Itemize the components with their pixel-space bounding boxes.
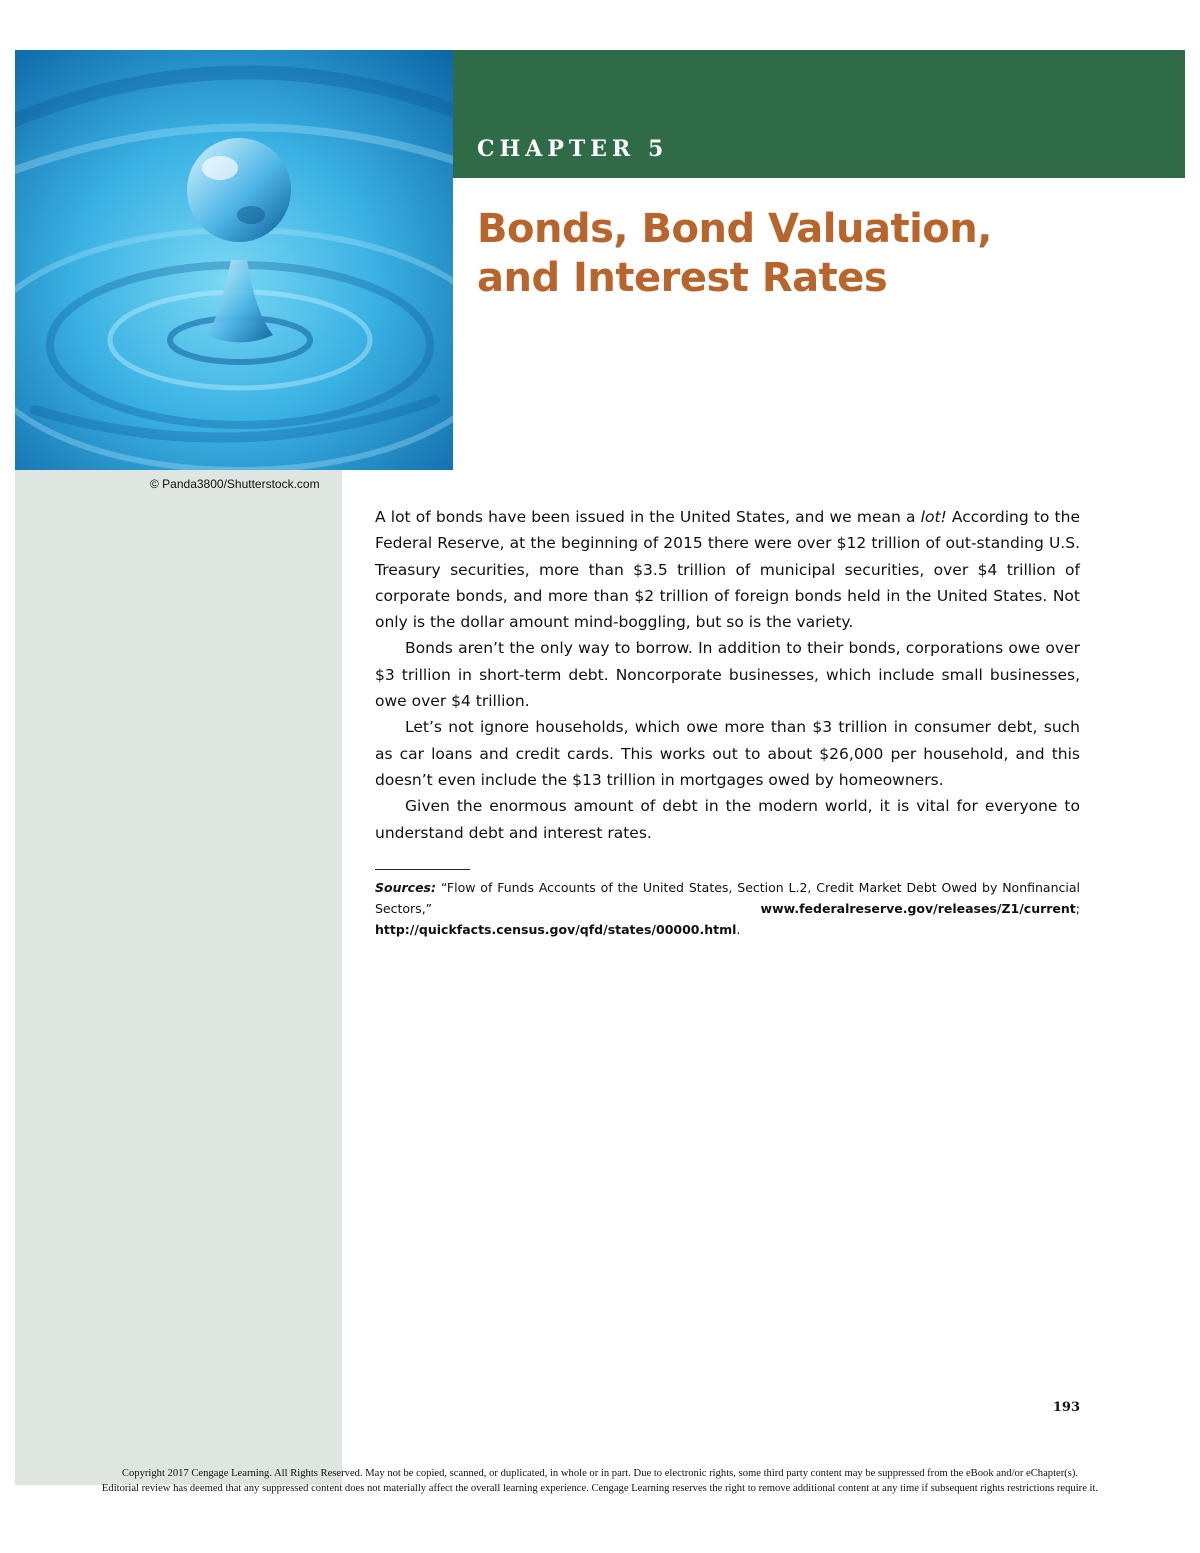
sources-end: . [736, 922, 741, 937]
census-quickfacts-link[interactable]: http://quickfacts.census.gov/qfd/states/00000.html [375, 922, 737, 937]
intro-paragraph-2: Bonds aren’t the only way to borrow. In addition to their bonds, corporations owe over $3 trillion in short-term debt. Noncorporate businesses, which include small businesses, owe over $4 trillion. [375, 639, 1080, 711]
chapter-intro-text [375, 504, 1080, 846]
chapter-number: CHAPTER 5 [477, 136, 669, 162]
water-drop-illustration [15, 50, 453, 470]
intro-paragraph-3: Let’s not ignore households, which owe more than $3 trillion in consumer debt, such as car loans and credit cards. This works out to about $26,000 per household, and this doesn’t even include the $13 trillion in mortgages owed by homeowners. [375, 718, 1080, 789]
copyright-line-2: Editorial review has deemed that any suppressed content does not materially affect the overall learning experience. Cengage Learning reserves the right to remove additional content at any time if subsequent rights restrictions require it. [101, 1483, 1099, 1494]
intro-paragraph-1-start: A lot of bonds have been issued in the United States, and we mean a [375, 508, 921, 526]
emphasis-word: lot! [920, 508, 947, 526]
copyright-notice [15, 1466, 1185, 1496]
copyright-line-1: Copyright 2017 Cengage Learning. All Rights Reserved. May not be copied, scanned, or duplicated, in whole or in part. Due to electronic rights, some third party content may be suppressed from the eBook and/or eChapter(s). [121, 1468, 1079, 1479]
chapter-title-line-2: and Interest Rates [477, 255, 888, 301]
sidebar-panel [15, 470, 342, 1485]
intro-paragraph-4: Given the enormous amount of debt in the modern world, it is vital for everyone to understand debt and interest rates. [375, 797, 1080, 842]
water-drop-splash-image [15, 50, 453, 470]
sources-note [375, 877, 1080, 940]
page-number: 193 [1052, 1400, 1080, 1415]
intro-paragraph-1 [375, 504, 1080, 635]
footnote-divider [375, 869, 470, 870]
chapter-title [477, 205, 1117, 303]
sources-text: “Flow of Funds Accounts of the United States, Section L.2, Credit Market Debt Owed by Nonfinancial Sectors,” [375, 880, 1080, 916]
intro-paragraph-1-rest: According to the Federal Reserve, at the beginning of 2015 there were over $12 trillion of out-standing U.S. Treasury securities, more than $3.5 trillion of municipal securities, over $4 trillion of corporate bonds, and more than $2 trillion of foreign bonds held in the United States. Not only is the dollar amount mind-boggling, but so is the variety. [375, 508, 1080, 632]
sources-separator: ; [1075, 901, 1080, 916]
sources-label: Sources: [375, 880, 436, 895]
federal-reserve-link[interactable]: www.federalreserve.gov/releases/Z1/current [760, 901, 1076, 916]
chapter-title-line-1: Bonds, Bond Valuation, [477, 206, 992, 252]
photo-credit: © Panda3800/Shutterstock.com [150, 477, 320, 491]
